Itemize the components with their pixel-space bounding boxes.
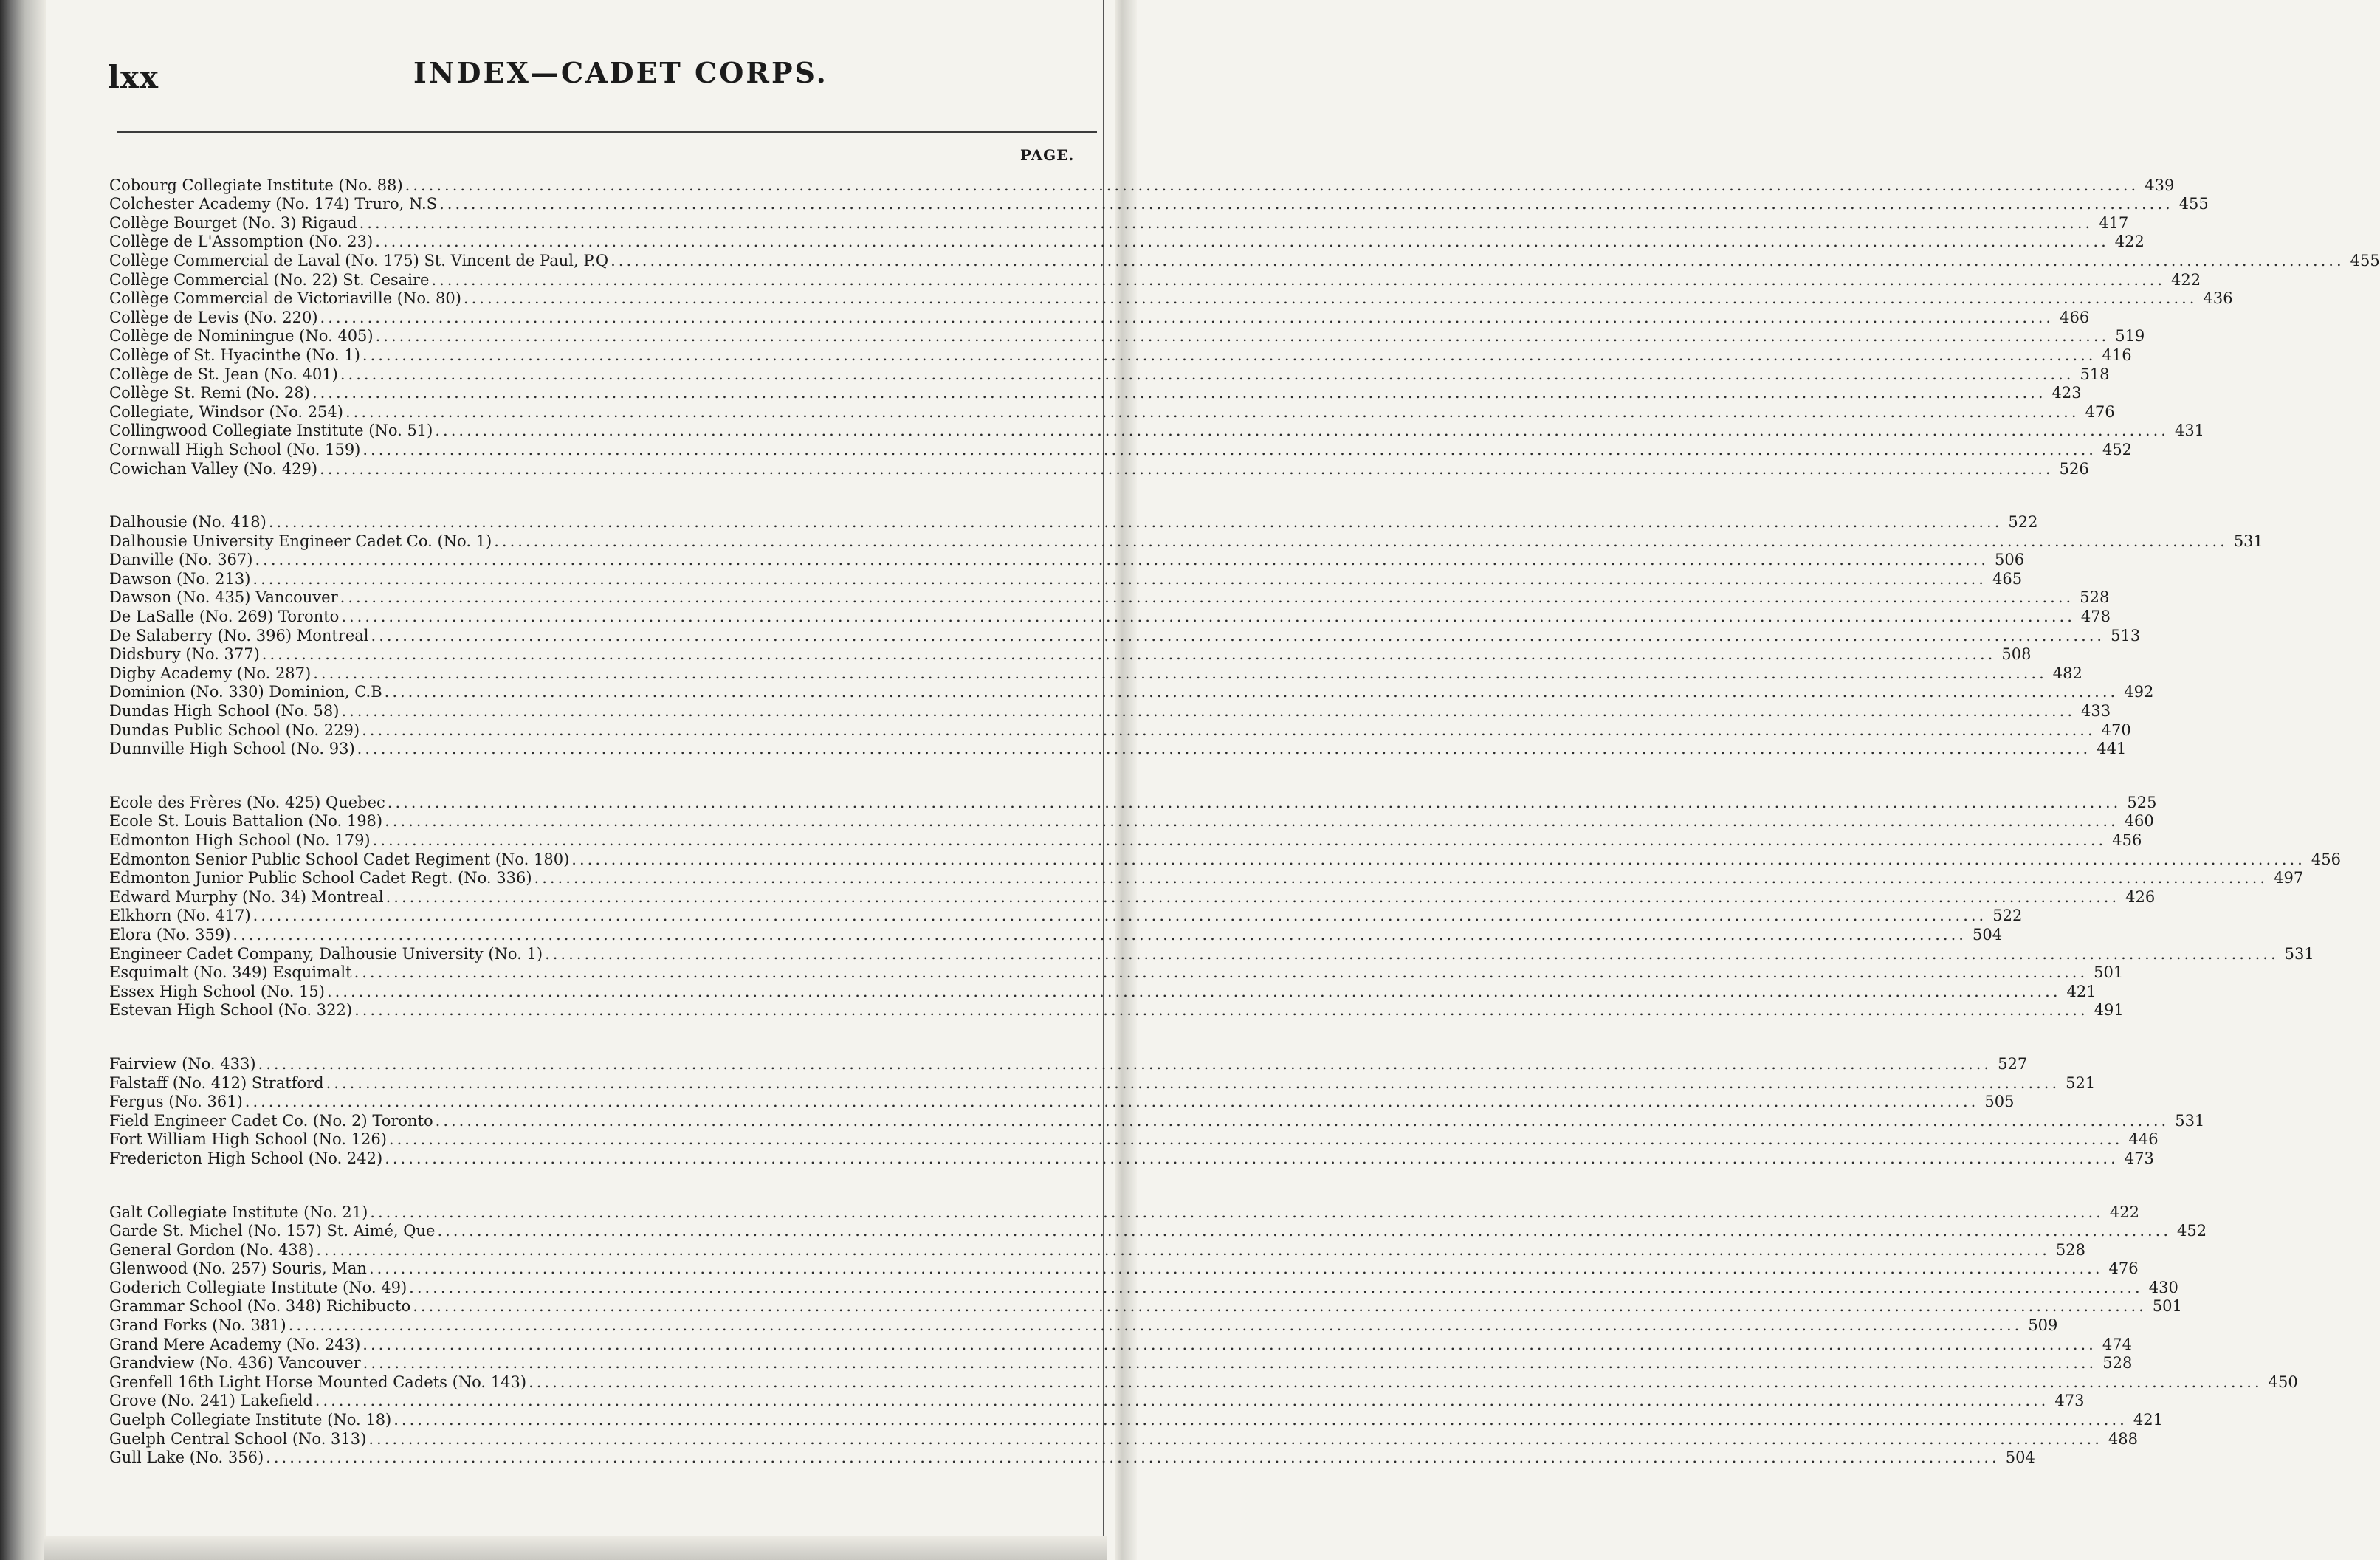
entry-name: Fredericton High School (No. 242)	[109, 1149, 383, 1167]
entry-name: Didsbury (No. 377)	[109, 645, 260, 664]
entry-name: Goderich Collegiate Institute (No. 49)	[109, 1278, 407, 1296]
entry-name: De LaSalle (No. 269) Toronto	[109, 608, 340, 626]
index-entry	[109, 1449, 2035, 1468]
entry-name: Guelph Collegiate Institute (No. 18)	[109, 1411, 392, 1429]
index-entry	[109, 1429, 2138, 1449]
entry-name: Cornwall High School (No. 159)	[109, 440, 361, 458]
entry-page-number: 476	[2108, 1260, 2139, 1278]
dot-leader: ............................................................................................................................................................................................................................	[313, 664, 2047, 682]
entry-page-number: 416	[2102, 346, 2132, 364]
entry-page-number: 501	[2152, 1297, 2182, 1316]
index-entry	[109, 850, 2341, 869]
page-number: lxx	[108, 59, 159, 95]
entry-name: Esquimalt (No. 349) Esquimalt	[109, 963, 352, 982]
entry-page-number: 478	[2080, 608, 2111, 626]
entry-name: Collège St. Remi (No. 28)	[109, 384, 310, 402]
entry-name: Collingwood Collegiate Institute (No. 51)	[109, 422, 433, 440]
dot-leader: ............................................................................................................................................................................................................................	[534, 869, 2269, 887]
index-section	[109, 793, 2341, 1020]
index-entry	[109, 1278, 2178, 1297]
entry-page-number: 455	[2350, 251, 2380, 269]
dot-leader: ............................................................................................................................................................................................................................	[312, 384, 2046, 402]
dot-leader: ............................................................................................................................................................................................................................	[368, 1429, 2102, 1448]
index-entry	[109, 944, 2314, 963]
index-entry	[109, 402, 2115, 422]
entry-page-number: 521	[2066, 1073, 2096, 1092]
entry-name: Collège de St. Jean (No. 401)	[109, 365, 338, 383]
entry-page-number: 433	[2081, 702, 2111, 721]
entry-page-number: 527	[1998, 1054, 2028, 1073]
dot-leader: ............................................................................................................................................................................................................................	[340, 588, 2074, 607]
entry-name: Glenwood (No. 257) Souris, Man	[109, 1260, 367, 1278]
index-entry	[109, 740, 2127, 759]
entry-page-number: 492	[2124, 683, 2154, 701]
entry-name: Edward Murphy (No. 34) Montreal	[109, 887, 384, 906]
index-entry	[109, 982, 2097, 1001]
entry-page-number: 473	[2054, 1392, 2085, 1410]
entry-name: Dalhousie University Engineer Cadet Co. (No. 1)	[109, 532, 492, 550]
entry-page-number: 531	[2175, 1111, 2205, 1130]
entry-page-number: 417	[2099, 213, 2129, 232]
entry-name: Ecole St. Louis Battalion (No. 198)	[109, 812, 383, 831]
dot-leader: ............................................................................................................................................................................................................................	[288, 1316, 2023, 1335]
index-entry	[109, 1260, 2139, 1279]
index-entry	[109, 1392, 2085, 1411]
index-entry	[109, 812, 2154, 831]
entry-name: Falstaff (No. 412) Stratford	[109, 1073, 324, 1092]
index-entry	[109, 346, 2132, 365]
index-entry	[109, 289, 2233, 309]
dot-leader: ............................................................................................................................................................................................................................	[316, 1240, 2050, 1259]
index-entry	[109, 365, 2110, 384]
entry-name: Grenfell 16th Light Horse Mounted Cadets (No. 143)	[109, 1372, 527, 1391]
index-entry	[109, 1354, 2133, 1373]
index-entry	[109, 384, 2082, 403]
entry-name: Galt Collegiate Institute (No. 21)	[109, 1203, 368, 1221]
entry-page-number: 482	[2052, 664, 2082, 682]
index-section	[109, 1203, 2298, 1467]
entry-name: Garde St. Michel (No. 157) St. Aimé, Que	[109, 1222, 436, 1240]
entry-name: Fergus (No. 361)	[109, 1093, 243, 1111]
index-entry	[109, 963, 2124, 983]
entry-page-number: 474	[2102, 1335, 2132, 1353]
entry-page-number: 423	[2051, 384, 2082, 402]
entry-page-number: 501	[2094, 963, 2124, 982]
entry-name: Dominion (No. 330) Dominion, C.B	[109, 683, 382, 701]
dot-leader: ............................................................................................................................................................................................................................	[354, 963, 2088, 982]
entry-page-number: 505	[1984, 1093, 2015, 1111]
dot-leader: ............................................................................................................................................................................................................................	[354, 1001, 2088, 1020]
entry-name: Dalhousie (No. 418)	[109, 513, 266, 532]
entry-name: Digby Academy (No. 287)	[109, 664, 312, 682]
dot-leader: ............................................................................................................................................................................................................................	[611, 251, 2345, 269]
entry-name: Collège de L'Assomption (No. 23)	[109, 233, 374, 251]
entry-page-number: 466	[2060, 308, 2090, 326]
dot-leader: ............................................................................................................................................................................................................................	[463, 289, 2198, 308]
entry-name: Elora (No. 359)	[109, 925, 231, 944]
dot-leader: ............................................................................................................................................................................................................................	[375, 233, 2109, 251]
index-entry	[109, 1001, 2124, 1020]
dot-leader: ............................................................................................................................................................................................................................	[405, 176, 2139, 194]
entry-name: Estevan High School (No. 322)	[109, 1001, 353, 1020]
dot-leader: ............................................................................................................................................................................................................................	[393, 1411, 2128, 1429]
dot-leader: ............................................................................................................................................................................................................................	[413, 1297, 2147, 1316]
entry-page-number: 452	[2102, 440, 2133, 458]
dot-leader: ............................................................................................................................................................................................................................	[362, 346, 2097, 364]
index-entry	[109, 1111, 2205, 1130]
entry-page-number: 473	[2124, 1149, 2154, 1167]
index-entry	[109, 721, 2131, 740]
entry-page-number: 436	[2203, 289, 2233, 308]
entry-name: Fort William High School (No. 126)	[109, 1130, 387, 1149]
dot-leader: ............................................................................................................................................................................................................................	[435, 1111, 2170, 1130]
index-entry	[109, 195, 2209, 214]
index-entry	[109, 459, 2089, 478]
entry-page-number: 431	[2174, 422, 2205, 440]
entry-page-number: 470	[2101, 721, 2131, 739]
dot-leader: ............................................................................................................................................................................................................................	[340, 365, 2074, 383]
entry-name: Dundas High School (No. 58)	[109, 702, 340, 721]
entry-page-number: 488	[2108, 1429, 2138, 1448]
dot-leader: ............................................................................................................................................................................................................................	[326, 982, 2061, 1000]
entry-name: Cobourg Collegiate Institute (No. 88)	[109, 176, 403, 194]
entry-page-number: 476	[2085, 402, 2115, 421]
dot-leader: ............................................................................................................................................................................................................................	[326, 1073, 2060, 1092]
index-entry	[109, 925, 2003, 944]
entry-page-number: 460	[2124, 812, 2154, 831]
page-title: INDEX—CADET CORPS.	[413, 56, 828, 89]
dot-leader: ............................................................................................................................................................................................................................	[268, 513, 2003, 532]
index-entry	[109, 440, 2133, 459]
entry-page-number: 456	[2311, 850, 2341, 868]
index-entry	[109, 176, 2175, 195]
dot-leader: ............................................................................................................................................................................................................................	[375, 327, 2110, 346]
dot-leader: ............................................................................................................................................................................................................................	[439, 195, 2173, 213]
index-entry	[109, 1222, 2207, 1241]
entry-name: Grove (No. 241) Lakefield	[109, 1392, 313, 1410]
entry-name: Collegiate, Windsor (No. 254)	[109, 402, 343, 421]
entry-page-number: 522	[2008, 513, 2038, 532]
entry-page-number: 531	[2233, 532, 2263, 550]
dot-leader: ............................................................................................................................................................................................................................	[266, 1449, 2000, 1467]
index-section	[109, 513, 2263, 759]
book-gutter-shadow	[0, 0, 46, 1560]
entry-page-number: 508	[2001, 645, 2032, 664]
index-entry	[109, 1203, 2139, 1222]
dot-leader: ............................................................................................................................................................................................................................	[371, 626, 2105, 645]
entry-name: Fairview (No. 433)	[109, 1054, 256, 1073]
entry-page-number: 509	[2028, 1316, 2058, 1335]
index-entry	[109, 831, 2142, 850]
index-entry	[109, 607, 2111, 626]
dot-leader: ............................................................................................................................................................................................................................	[494, 532, 2228, 550]
index-entry	[109, 1410, 2163, 1429]
entry-page-number: 452	[2177, 1222, 2207, 1240]
dot-leader: ............................................................................................................................................................................................................................	[258, 1054, 1992, 1073]
dot-leader: ............................................................................................................................................................................................................................	[431, 270, 2166, 289]
entry-page-number: 528	[2055, 1240, 2085, 1259]
entry-page-number: 421	[2066, 982, 2097, 1000]
index-section	[109, 176, 2380, 478]
entry-name: General Gordon (No. 438)	[109, 1240, 314, 1259]
entry-name: Edmonton Senior Public School Cadet Regiment (No. 180)	[109, 850, 570, 868]
entry-name: Collège Bourget (No. 3) Rigaud	[109, 213, 357, 232]
dot-leader: ............................................................................................................................................................................................................................	[233, 925, 1967, 944]
entry-name: Grammar School (No. 348) Richibucto	[109, 1297, 411, 1316]
dot-leader: ............................................................................................................................................................................................................................	[320, 308, 2054, 326]
dot-leader: ............................................................................................................................................................................................................................	[314, 1392, 2049, 1410]
entry-name: Collège de Nominingue (No. 405)	[109, 327, 374, 346]
index-entry	[109, 1297, 2182, 1316]
dot-leader: ............................................................................................................................................................................................................................	[362, 1354, 2097, 1372]
entry-name: Essex High School (No. 15)	[109, 982, 325, 1000]
entry-page-number: 518	[2080, 365, 2110, 383]
dot-leader: ............................................................................................................................................................................................................................	[359, 213, 2094, 232]
index-entry	[109, 1093, 2015, 1112]
index-entry	[109, 327, 2145, 346]
index-entry	[109, 869, 2304, 888]
entry-name: Collège Commercial de Victoriaville (No. 80)	[109, 289, 461, 308]
entry-page-number: 528	[2102, 1354, 2133, 1372]
entry-page-number: 526	[2059, 459, 2089, 478]
index-entry	[109, 233, 2145, 252]
entry-name: Edmonton High School (No. 179)	[109, 831, 371, 849]
index-entry	[109, 251, 2380, 270]
entry-name: Engineer Cadet Company, Dalhousie University (No. 1)	[109, 944, 543, 963]
index-entry	[109, 1372, 2298, 1392]
dot-leader: ............................................................................................................................................................................................................................	[252, 907, 1987, 925]
index-entry	[109, 1335, 2132, 1354]
entry-page-number: 439	[2145, 176, 2175, 194]
entry-name: Gull Lake (No. 356)	[109, 1449, 264, 1467]
page-bottom-edge	[44, 1536, 1107, 1560]
dot-leader: ............................................................................................................................................................................................................................	[341, 702, 2076, 721]
index-section	[109, 1054, 2205, 1168]
page-column-header: PAGE.	[1020, 146, 1075, 164]
index-entry	[109, 887, 2156, 907]
index-entry	[109, 1149, 2154, 1168]
index-entry	[109, 626, 2141, 645]
dot-leader: ............................................................................................................................................................................................................................	[255, 551, 1989, 569]
entry-name: Elkhorn (No. 417)	[109, 907, 251, 925]
entry-page-number: 506	[1995, 551, 2025, 569]
entry-name: Cowichan Valley (No. 429)	[109, 459, 318, 478]
index-entry	[109, 513, 2038, 532]
dot-leader: ............................................................................................................................................................................................................................	[409, 1278, 2143, 1296]
entry-name: Grandview (No. 436) Vancouver	[109, 1354, 361, 1372]
entry-name: Collège Commercial (No. 22) St. Cesaire	[109, 270, 430, 289]
entry-page-number: 421	[2133, 1411, 2163, 1429]
index-entry	[109, 1240, 2085, 1260]
dot-leader: ............................................................................................................................................................................................................................	[384, 683, 2119, 701]
dot-leader: ............................................................................................................................................................................................................................	[385, 1149, 2119, 1167]
entry-name: Edmonton Junior Public School Cadet Regt. (No. 336)	[109, 869, 532, 887]
dot-leader: ............................................................................................................................................................................................................................	[341, 608, 2075, 626]
index-entry	[109, 907, 2023, 926]
entry-name: Grand Mere Academy (No. 243)	[109, 1335, 361, 1353]
entry-name: Collège of St. Hyacinthe (No. 1)	[109, 346, 360, 364]
entry-name: Collège Commercial de Laval (No. 175) St. Vincent de Paul, P.Q	[109, 251, 609, 269]
index-entry	[109, 1054, 2028, 1073]
entry-page-number: 455	[2178, 195, 2209, 213]
dot-leader: ............................................................................................................................................................................................................................	[437, 1222, 2172, 1240]
entry-name: De Salaberry (No. 396) Montreal	[109, 626, 369, 645]
index-entry	[109, 213, 2129, 233]
index-entry	[109, 701, 2111, 721]
dot-leader: ............................................................................................................................................................................................................................	[385, 887, 2120, 906]
index-entry	[109, 1073, 2096, 1093]
dot-leader: ............................................................................................................................................................................................................................	[370, 1203, 2104, 1221]
index-entry	[109, 569, 2023, 588]
entry-page-number: 430	[2148, 1278, 2178, 1296]
dot-leader: ............................................................................................................................................................................................................................	[362, 721, 2096, 739]
entry-name: Ecole des Frères (No. 425) Quebec	[109, 793, 385, 811]
entry-page-number: 465	[1992, 569, 2023, 588]
entry-page-number: 426	[2125, 887, 2156, 906]
entry-page-number: 513	[2111, 626, 2141, 645]
dot-leader: ............................................................................................................................................................................................................................	[368, 1260, 2103, 1278]
entry-name: Danville (No. 367)	[109, 551, 253, 569]
index-entry	[109, 532, 2263, 551]
dot-leader: ............................................................................................................................................................................................................................	[571, 850, 2305, 868]
dot-leader: ............................................................................................................................................................................................................................	[385, 812, 2119, 831]
entry-name: Grand Forks (No. 381)	[109, 1316, 286, 1335]
dot-leader: ............................................................................................................................................................................................................................	[362, 440, 2097, 458]
index-entry	[109, 793, 2157, 812]
entry-page-number: 519	[2115, 327, 2145, 346]
entry-page-number: 504	[2005, 1449, 2035, 1467]
dot-leader: ............................................................................................................................................................................................................................	[362, 1335, 2097, 1353]
dot-leader: ............................................................................................................................................................................................................................	[261, 645, 1996, 664]
entry-page-number: 504	[1972, 925, 2003, 944]
dot-leader: ............................................................................................................................................................................................................................	[435, 422, 2169, 440]
entry-page-number: 446	[2128, 1130, 2159, 1149]
dot-leader: ............................................................................................................................................................................................................................	[388, 1130, 2123, 1149]
dot-leader: ............................................................................................................................................................................................................................	[529, 1372, 2263, 1391]
entry-name: Collège de Levis (No. 220)	[109, 308, 318, 326]
entry-page-number: 422	[2109, 1203, 2139, 1221]
entry-page-number: 522	[1992, 907, 2023, 925]
index-entry	[109, 664, 2082, 683]
dot-leader: ............................................................................................................................................................................................................................	[244, 1093, 1979, 1111]
entry-page-number: 525	[2127, 793, 2157, 811]
index-list	[109, 176, 2380, 1502]
entry-page-number: 497	[2274, 869, 2304, 887]
entry-page-number: 422	[2114, 233, 2145, 251]
entry-name: Dawson (No. 213)	[109, 569, 251, 588]
entry-page-number: 422	[2171, 270, 2201, 289]
dot-leader: ............................................................................................................................................................................................................................	[357, 740, 2091, 758]
entry-name: Colchester Academy (No. 174) Truro, N.S	[109, 195, 438, 213]
index-entry	[109, 270, 2201, 289]
dot-leader: ............................................................................................................................................................................................................................	[320, 459, 2054, 478]
entry-name: Field Engineer Cadet Co. (No. 2) Toronto	[109, 1111, 433, 1130]
entry-page-number: 441	[2097, 740, 2127, 758]
index-entry	[109, 551, 2025, 570]
entry-page-number: 456	[2112, 831, 2142, 849]
dot-leader: ............................................................................................................................................................................................................................	[252, 569, 1987, 588]
index-entry	[109, 308, 2090, 327]
entry-name: Dundas Public School (No. 229)	[109, 721, 360, 739]
entry-page-number: 450	[2268, 1372, 2298, 1391]
entry-name: Guelph Central School (No. 313)	[109, 1429, 367, 1448]
entry-page-number: 531	[2284, 944, 2314, 963]
dot-leader: ............................................................................................................................................................................................................................	[372, 831, 2107, 849]
dot-leader: ............................................................................................................................................................................................................................	[345, 402, 2080, 421]
index-entry	[109, 1130, 2159, 1150]
index-entry	[109, 683, 2154, 702]
dot-leader: ............................................................................................................................................................................................................................	[387, 793, 2122, 811]
entry-name: Dawson (No. 435) Vancouver	[109, 588, 338, 607]
index-entry	[109, 588, 2110, 608]
entry-page-number: 528	[2080, 588, 2110, 607]
entry-name: Dunnville High School (No. 93)	[109, 740, 355, 758]
entry-page-number: 491	[2094, 1001, 2124, 1020]
dot-leader: ............................................................................................................................................................................................................................	[545, 944, 2279, 963]
index-entry	[109, 645, 2032, 664]
index-entry	[109, 422, 2205, 441]
header-rule	[117, 131, 1097, 133]
index-entry	[109, 1316, 2058, 1335]
